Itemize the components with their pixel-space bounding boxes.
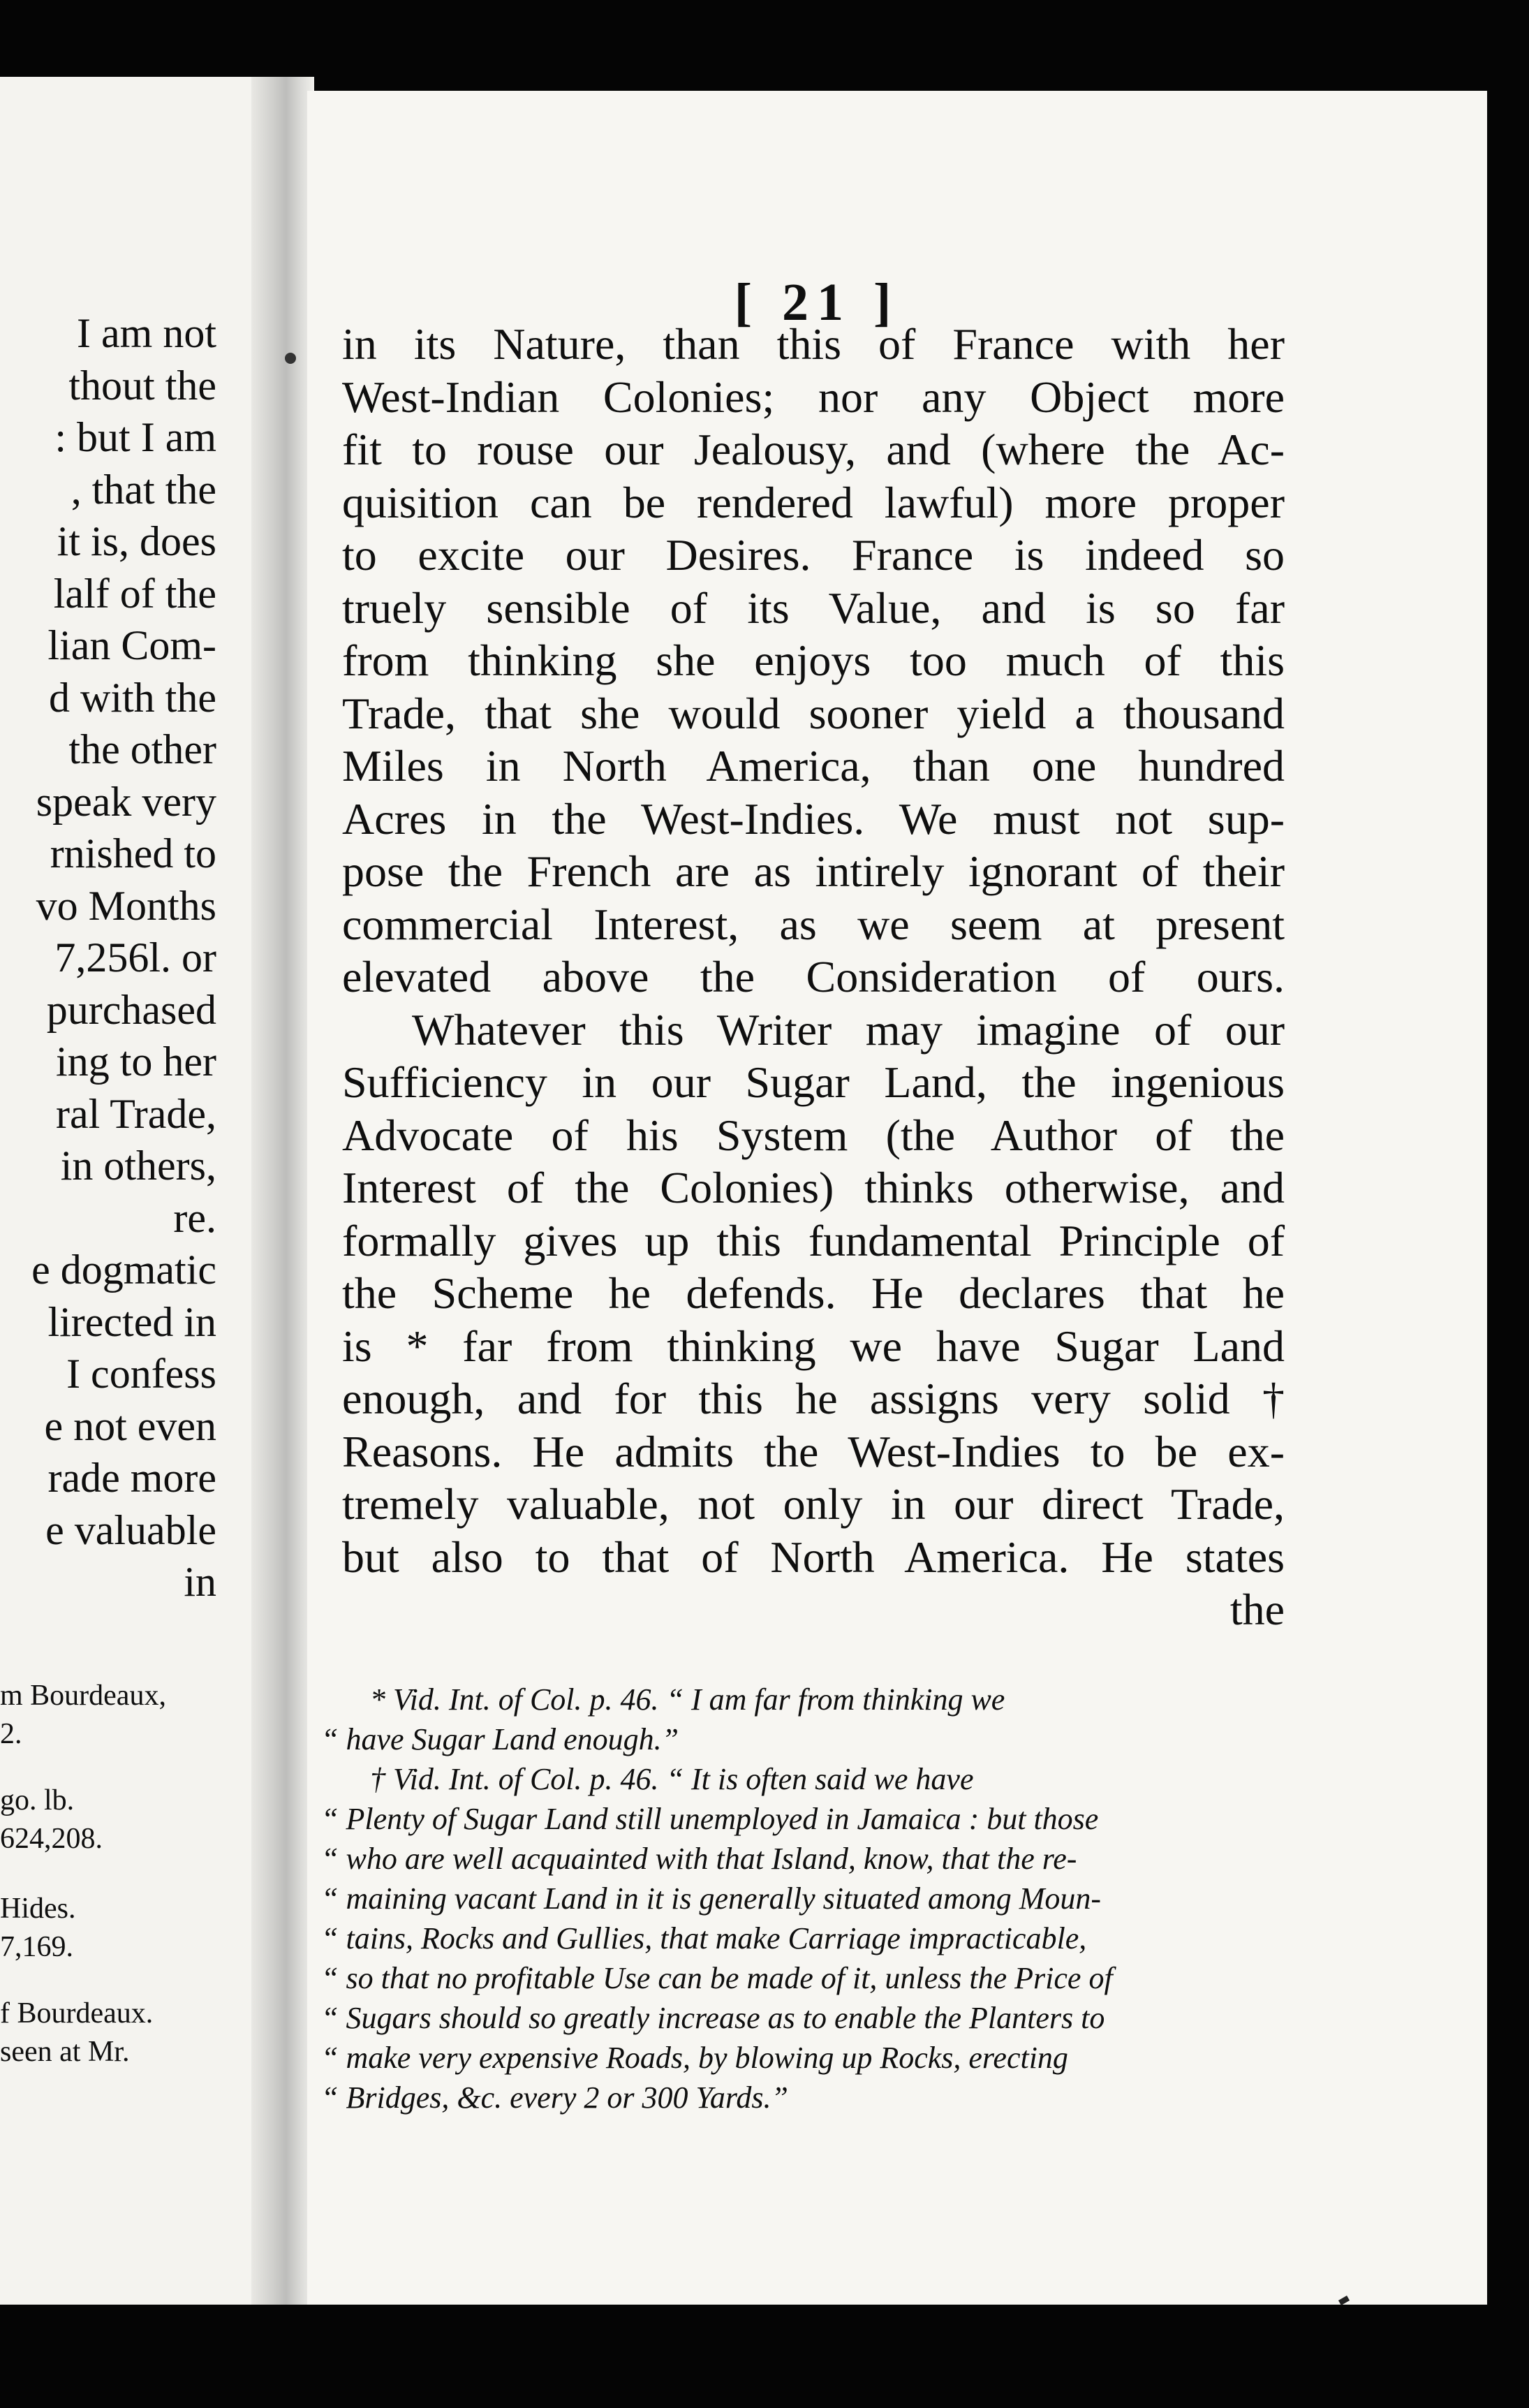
body-line: tremely valuable, not only in our direct Trade,	[342, 1479, 1285, 1529]
left-page-line: 7,256l. or	[54, 934, 216, 981]
left-page-line: rade more	[47, 1455, 216, 1501]
left-page-line: lalf of the	[53, 570, 216, 617]
body-text	[342, 318, 1285, 1636]
left-page-line: d with the	[49, 674, 216, 721]
left-page-line: re.	[173, 1194, 216, 1241]
body-line: quisition can be rendered lawful) more proper	[342, 477, 1285, 527]
body-line: Sufficiency in our Sugar Land, the ingenious	[342, 1057, 1285, 1107]
left-page-line: lirected in	[47, 1298, 216, 1345]
left-page-line: e valuable	[45, 1506, 216, 1553]
body-line: but also to that of North America. He states	[342, 1532, 1285, 1582]
body-line: is * far from thinking we have Sugar Land	[342, 1321, 1285, 1371]
left-page-line: ral Trade,	[56, 1090, 216, 1137]
left-page-line: e dogmatic	[31, 1247, 216, 1293]
left-page-note: go. lb.	[0, 1784, 75, 1816]
body-line: Miles in North America, than one hundred	[342, 741, 1285, 791]
left-page-line: : but I am	[54, 414, 216, 460]
left-page-line: e not even	[44, 1402, 216, 1449]
footnote-line: “ tains, Rocks and Gullies, that make Carriage impracticable,	[321, 1921, 1087, 1955]
left-page-line: rnished to	[50, 830, 216, 876]
body-line: Acres in the West-Indies. We must not sup-	[342, 793, 1285, 844]
body-line: West-Indian Colonies; nor any Object more	[342, 372, 1285, 422]
body-line: Whatever this Writer may imagine of our	[412, 1004, 1285, 1055]
footnote-line: “ so that no profitable Use can be made of it, unless the Price of	[321, 1961, 1113, 1995]
body-line: the Scheme he defends. He declares that he	[342, 1268, 1285, 1318]
footnote-line: * Vid. Int. of Col. p. 46. “ I am far from thinking we	[370, 1682, 1005, 1717]
left-page-line: I confess	[66, 1351, 216, 1397]
left-page-line: I am not	[77, 310, 216, 356]
footnote-line: “ Sugars should so greatly increase as to enable the Planters to	[321, 2001, 1105, 2035]
margin-mark	[285, 353, 296, 364]
body-line: pose the French are as intirely ignorant of their	[342, 846, 1285, 896]
body-line: in its Nature, than this of France with her	[342, 319, 1285, 369]
footnote-line: “ maining vacant Land in it is generally situated among Moun-	[321, 1881, 1102, 1916]
footnotes	[321, 1680, 1278, 2117]
body-line: Advocate of his System (the Author of the	[342, 1110, 1285, 1160]
left-page-note: 2.	[0, 1718, 22, 1750]
book-gutter	[251, 77, 314, 2305]
body-line: fit to rouse our Jealousy, and (where the Ac-	[342, 425, 1285, 474]
page-number: [ 21 ]	[734, 273, 900, 332]
footnote-line: “ who are well acquainted with that Island, know, that the re-	[321, 1842, 1077, 1876]
left-page-line: thout the	[68, 362, 216, 409]
body-line: elevated above the Consideration of ours.	[342, 952, 1285, 1001]
body-line: Trade, that she would sooner yield a thousand	[342, 688, 1285, 738]
footnote-line: † Vid. Int. of Col. p. 46. “ It is often said we have	[370, 1762, 974, 1796]
left-page-fragment	[0, 77, 286, 2305]
left-page-line: in others,	[60, 1143, 216, 1189]
footnote-line: “ Bridges, &c. every 2 or 300 Yards.”	[321, 2080, 788, 2115]
left-page-line: speak very	[36, 778, 216, 825]
body-line: enough, and for this he assigns very solid †	[342, 1374, 1285, 1423]
left-page-note: seen at Mr.	[0, 2036, 130, 2068]
footnote-line: “ Plenty of Sugar Land still unemployed in Jamaica : but those	[321, 1802, 1099, 1836]
body-line: commercial Interest, as we seem at present	[342, 899, 1285, 949]
footnote-line: “ have Sugar Land enough.”	[321, 1722, 679, 1756]
body-line: Interest of the Colonies) thinks otherwise, and	[342, 1163, 1285, 1212]
left-page-note: f Bourdeaux.	[0, 1997, 154, 2029]
left-page-line: the other	[68, 726, 216, 772]
left-page-note: 624,208.	[0, 1823, 103, 1855]
left-page-note: Hides.	[0, 1893, 76, 1925]
body-line: Reasons. He admits the West-Indies to be ex-	[342, 1426, 1285, 1476]
footnote-line: “ make very expensive Roads, by blowing up Rocks, erecting	[321, 2041, 1068, 2075]
body-line: the	[1229, 1585, 1285, 1634]
left-page-line: purchased	[46, 986, 216, 1033]
left-page-line: in	[184, 1559, 216, 1605]
body-line: formally gives up this fundamental Principle of	[342, 1215, 1285, 1265]
left-page-note: 7,169.	[0, 1931, 73, 1963]
body-line: from thinking she enjoys too much of this	[342, 636, 1285, 685]
body-line: to excite our Desires. France is indeed so	[342, 530, 1285, 580]
left-page-line: vo Months	[36, 882, 216, 929]
left-page-note: m Bourdeaux,	[0, 1680, 166, 1712]
body-line: truely sensible of its Value, and is so far	[342, 582, 1285, 633]
left-page-line: lian Com-	[47, 622, 216, 668]
left-page-line: , that the	[71, 466, 216, 513]
left-page-line: ing to her	[56, 1038, 216, 1085]
left-page-line: it is, does	[57, 518, 216, 564]
